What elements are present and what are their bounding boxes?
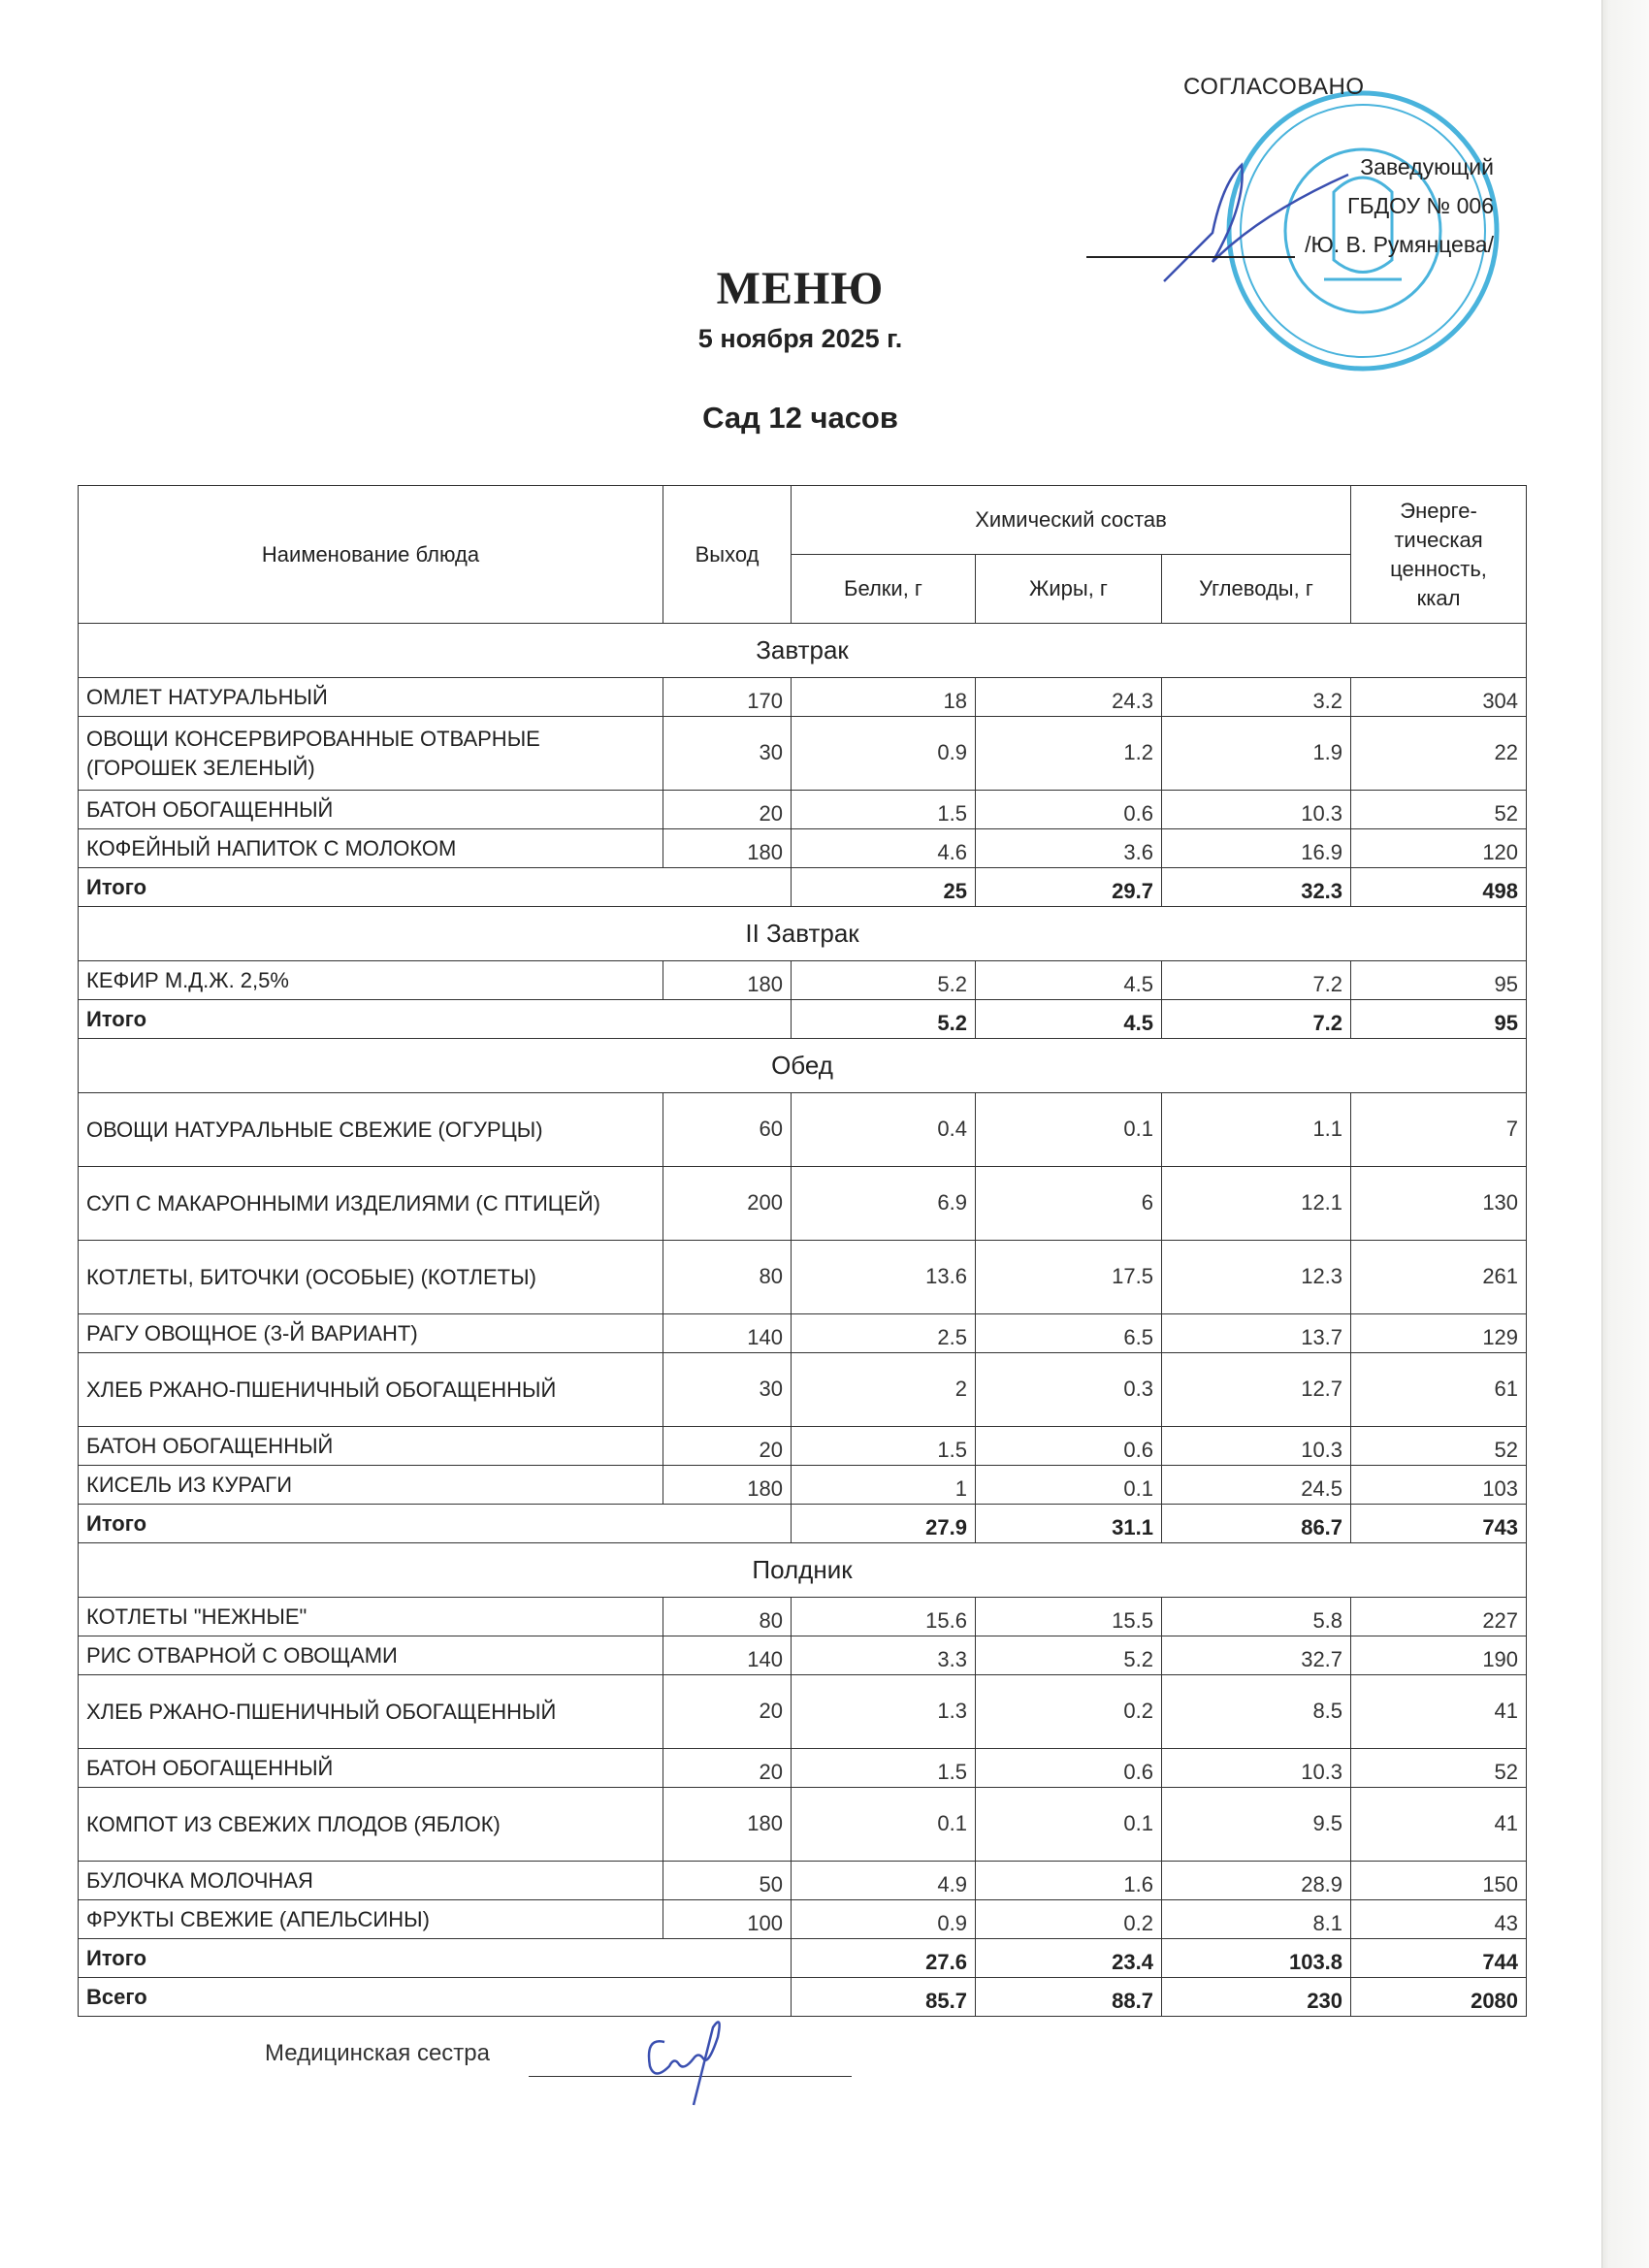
nurse-label: Медицинская сестра xyxy=(265,2040,490,2066)
dish-carbs: 12.7 xyxy=(1162,1353,1351,1427)
col-header-proteins: Белки, г xyxy=(792,555,976,624)
dish-fats: 5.2 xyxy=(976,1636,1162,1675)
menu-date: 5 ноября 2025 г. xyxy=(697,324,903,353)
dish-carbs: 8.1 xyxy=(1162,1900,1351,1939)
dish-energy: 129 xyxy=(1351,1314,1527,1353)
table-row xyxy=(79,1093,1527,1167)
dish-fats: 24.3 xyxy=(976,678,1162,717)
section-total-row-carbs: 7.2 xyxy=(1162,1000,1351,1039)
section-total-row xyxy=(79,1000,1527,1039)
approval-block xyxy=(1145,70,1513,293)
dish-name: БУЛОЧКА МОЛОЧНАЯ xyxy=(79,1862,663,1900)
section-total-row-carbs: 103.8 xyxy=(1162,1939,1351,1978)
dish-carbs: 5.8 xyxy=(1162,1598,1351,1636)
table-row xyxy=(79,1314,1527,1353)
col-header-output: Выход xyxy=(663,486,792,624)
dish-carbs: 10.3 xyxy=(1162,791,1351,829)
page-title: МЕНЮ xyxy=(716,263,885,314)
dish-fats: 17.5 xyxy=(976,1241,1162,1314)
dish-output: 140 xyxy=(663,1636,792,1675)
dish-name: КОТЛЕТЫ, БИТОЧКИ (ОСОБЫЕ) (КОТЛЕТЫ) xyxy=(79,1241,663,1314)
nurse-signature-line xyxy=(529,2076,852,2077)
section-total-row-energy: 498 xyxy=(1351,868,1527,907)
energy-header-part: ценность, xyxy=(1390,556,1487,581)
dish-name: СУП С МАКАРОННЫМИ ИЗДЕЛИЯМИ (С ПТИЦЕЙ) xyxy=(79,1167,663,1241)
dish-fats: 4.5 xyxy=(976,961,1162,1000)
dish-fats: 0.1 xyxy=(976,1788,1162,1862)
dish-energy: 52 xyxy=(1351,791,1527,829)
section-total-row xyxy=(79,1505,1527,1543)
dish-output: 30 xyxy=(663,717,792,791)
section-total-row-carbs: 32.3 xyxy=(1162,868,1351,907)
director-signature-line xyxy=(1086,256,1295,258)
dish-carbs: 10.3 xyxy=(1162,1427,1351,1466)
section-total-row-proteins: 27.6 xyxy=(792,1939,976,1978)
section-total-row xyxy=(79,868,1527,907)
dish-carbs: 9.5 xyxy=(1162,1788,1351,1862)
dish-proteins: 4.6 xyxy=(792,829,976,868)
dish-name: РАГУ ОВОЩНОЕ (3-Й ВАРИАНТ) xyxy=(79,1314,663,1353)
dish-carbs: 24.5 xyxy=(1162,1466,1351,1505)
dish-energy: 41 xyxy=(1351,1788,1527,1862)
dish-name: КОТЛЕТЫ "НЕЖНЫЕ" xyxy=(79,1598,663,1636)
section-title: II Завтрак xyxy=(79,907,1527,961)
section-total-row-label: Итого xyxy=(79,1939,792,1978)
approval-position: Заведующий xyxy=(1360,154,1494,179)
dish-energy: 120 xyxy=(1351,829,1527,868)
approval-institution: ГБДОУ № 006 xyxy=(1347,193,1494,218)
table-row xyxy=(79,1675,1527,1749)
dish-fats: 0.2 xyxy=(976,1675,1162,1749)
approval-agreed: СОГЛАСОВАНО xyxy=(1183,74,1365,100)
dish-name: ОМЛЕТ НАТУРАЛЬНЫЙ xyxy=(79,678,663,717)
dish-output: 20 xyxy=(663,791,792,829)
dish-output: 60 xyxy=(663,1093,792,1167)
section-total-row-fats: 29.7 xyxy=(976,868,1162,907)
table-row xyxy=(79,717,1527,791)
section-row xyxy=(79,907,1527,961)
dish-fats: 1.2 xyxy=(976,717,1162,791)
dish-energy: 190 xyxy=(1351,1636,1527,1675)
section-total-row-label: Итого xyxy=(79,868,792,907)
dish-proteins: 0.9 xyxy=(792,1900,976,1939)
col-header-name: Наименование блюда xyxy=(79,486,663,624)
dish-proteins: 1.5 xyxy=(792,1749,976,1788)
dish-carbs: 1.9 xyxy=(1162,717,1351,791)
table-row xyxy=(79,1427,1527,1466)
dish-output: 20 xyxy=(663,1427,792,1466)
section-total-row-carbs: 86.7 xyxy=(1162,1505,1351,1543)
dish-output: 20 xyxy=(663,1749,792,1788)
dish-output: 180 xyxy=(663,1466,792,1505)
dish-carbs: 7.2 xyxy=(1162,961,1351,1000)
dish-energy: 130 xyxy=(1351,1167,1527,1241)
table-row xyxy=(79,791,1527,829)
dish-energy: 95 xyxy=(1351,961,1527,1000)
dish-carbs: 13.7 xyxy=(1162,1314,1351,1353)
dish-carbs: 12.1 xyxy=(1162,1167,1351,1241)
dish-name: ХЛЕБ РЖАНО-ПШЕНИЧНЫЙ ОБОГАЩЕННЫЙ xyxy=(79,1675,663,1749)
dish-proteins: 0.4 xyxy=(792,1093,976,1167)
dish-proteins: 0.1 xyxy=(792,1788,976,1862)
table-row xyxy=(79,678,1527,717)
dish-output: 50 xyxy=(663,1862,792,1900)
grand-total-row-label: Всего xyxy=(79,1978,792,2017)
energy-header-part: Энерге- xyxy=(1400,498,1477,523)
dish-output: 180 xyxy=(663,1788,792,1862)
dish-carbs: 32.7 xyxy=(1162,1636,1351,1675)
dish-energy: 7 xyxy=(1351,1093,1527,1167)
dish-carbs: 3.2 xyxy=(1162,678,1351,717)
section-total-row-proteins: 5.2 xyxy=(792,1000,976,1039)
section-row xyxy=(79,1543,1527,1598)
menu-table xyxy=(78,485,1527,2017)
dish-carbs: 8.5 xyxy=(1162,1675,1351,1749)
dish-proteins: 2 xyxy=(792,1353,976,1427)
scan-edge xyxy=(1601,0,1649,2268)
dish-name: БАТОН ОБОГАЩЕННЫЙ xyxy=(79,1749,663,1788)
table-row xyxy=(79,1466,1527,1505)
section-total-row-fats: 23.4 xyxy=(976,1939,1162,1978)
dish-name: ОВОЩИ НАТУРАЛЬНЫЕ СВЕЖИЕ (ОГУРЦЫ) xyxy=(79,1093,663,1167)
table-row xyxy=(79,1900,1527,1939)
table-row xyxy=(79,1353,1527,1427)
approval-name: /Ю. В. Румянцева/ xyxy=(1305,232,1494,257)
dish-fats: 1.6 xyxy=(976,1862,1162,1900)
dish-energy: 304 xyxy=(1351,678,1527,717)
dish-output: 80 xyxy=(663,1241,792,1314)
table-row xyxy=(79,1167,1527,1241)
dish-proteins: 13.6 xyxy=(792,1241,976,1314)
dish-proteins: 1.5 xyxy=(792,1427,976,1466)
dish-proteins: 1.3 xyxy=(792,1675,976,1749)
dish-proteins: 2.5 xyxy=(792,1314,976,1353)
dish-fats: 15.5 xyxy=(976,1598,1162,1636)
dish-carbs: 28.9 xyxy=(1162,1862,1351,1900)
dish-carbs: 16.9 xyxy=(1162,829,1351,868)
dish-output: 20 xyxy=(663,1675,792,1749)
dish-energy: 52 xyxy=(1351,1749,1527,1788)
col-header-carbs: Углеводы, г xyxy=(1162,555,1351,624)
dish-proteins: 5.2 xyxy=(792,961,976,1000)
section-title: Завтрак xyxy=(79,624,1527,678)
dish-fats: 0.1 xyxy=(976,1093,1162,1167)
section-total-row xyxy=(79,1939,1527,1978)
grand-total-row-energy: 2080 xyxy=(1351,1978,1527,2017)
col-header-energy-label xyxy=(1390,499,1487,610)
dish-fats: 6.5 xyxy=(976,1314,1162,1353)
dish-proteins: 6.9 xyxy=(792,1167,976,1241)
grand-total-row-fats: 88.7 xyxy=(976,1978,1162,2017)
dish-fats: 0.6 xyxy=(976,1427,1162,1466)
section-title: Обед xyxy=(79,1039,1527,1093)
dish-name: КОМПОТ ИЗ СВЕЖИХ ПЛОДОВ (ЯБЛОК) xyxy=(79,1788,663,1862)
section-total-row-energy: 744 xyxy=(1351,1939,1527,1978)
dish-proteins: 4.9 xyxy=(792,1862,976,1900)
dish-fats: 6 xyxy=(976,1167,1162,1241)
dish-energy: 22 xyxy=(1351,717,1527,791)
table-row xyxy=(79,829,1527,868)
grand-total-row-carbs: 230 xyxy=(1162,1978,1351,2017)
dish-output: 80 xyxy=(663,1598,792,1636)
dish-energy: 61 xyxy=(1351,1353,1527,1427)
dish-carbs: 12.3 xyxy=(1162,1241,1351,1314)
dish-name: РИС ОТВАРНОЙ С ОВОЩАМИ xyxy=(79,1636,663,1675)
menu-body xyxy=(79,624,1527,2017)
dish-energy: 261 xyxy=(1351,1241,1527,1314)
dish-fats: 0.1 xyxy=(976,1466,1162,1505)
section-total-row-label: Итого xyxy=(79,1505,792,1543)
dish-output: 170 xyxy=(663,678,792,717)
section-total-row-proteins: 25 xyxy=(792,868,976,907)
dish-energy: 52 xyxy=(1351,1427,1527,1466)
dish-energy: 227 xyxy=(1351,1598,1527,1636)
col-header-fats: Жиры, г xyxy=(976,555,1162,624)
section-title: Полдник xyxy=(79,1543,1527,1598)
table-row xyxy=(79,1862,1527,1900)
menu-subtitle: Сад 12 часов xyxy=(702,401,898,435)
col-header-energy xyxy=(1351,486,1527,624)
dish-name: ОВОЩИ КОНСЕРВИРОВАННЫЕ ОТВАРНЫЕ (ГОРОШЕК ЗЕЛЕНЫЙ) xyxy=(79,717,663,791)
dish-output: 180 xyxy=(663,829,792,868)
dish-name: КОФЕЙНЫЙ НАПИТОК С МОЛОКОМ xyxy=(79,829,663,868)
dish-output: 30 xyxy=(663,1353,792,1427)
dish-name: КИСЕЛЬ ИЗ КУРАГИ xyxy=(79,1466,663,1505)
dish-energy: 43 xyxy=(1351,1900,1527,1939)
dish-fats: 0.2 xyxy=(976,1900,1162,1939)
dish-name: ФРУКТЫ СВЕЖИЕ (АПЕЛЬСИНЫ) xyxy=(79,1900,663,1939)
dish-proteins: 1.5 xyxy=(792,791,976,829)
table-row xyxy=(79,1241,1527,1314)
dish-name: КЕФИР М.Д.Ж. 2,5% xyxy=(79,961,663,1000)
table-row xyxy=(79,1636,1527,1675)
section-row xyxy=(79,624,1527,678)
dish-name: БАТОН ОБОГАЩЕННЫЙ xyxy=(79,791,663,829)
dish-energy: 41 xyxy=(1351,1675,1527,1749)
grand-total-row-proteins: 85.7 xyxy=(792,1978,976,2017)
dish-fats: 3.6 xyxy=(976,829,1162,868)
dish-fats: 0.6 xyxy=(976,791,1162,829)
dish-output: 100 xyxy=(663,1900,792,1939)
dish-proteins: 15.6 xyxy=(792,1598,976,1636)
dish-proteins: 1 xyxy=(792,1466,976,1505)
dish-fats: 0.3 xyxy=(976,1353,1162,1427)
section-total-row-proteins: 27.9 xyxy=(792,1505,976,1543)
section-total-row-energy: 743 xyxy=(1351,1505,1527,1543)
section-total-row-label: Итого xyxy=(79,1000,792,1039)
table-row xyxy=(79,1598,1527,1636)
table-row xyxy=(79,1788,1527,1862)
table-row xyxy=(79,961,1527,1000)
section-total-row-fats: 4.5 xyxy=(976,1000,1162,1039)
table-row xyxy=(79,1749,1527,1788)
dish-name: ХЛЕБ РЖАНО-ПШЕНИЧНЫЙ ОБОГАЩЕННЫЙ xyxy=(79,1353,663,1427)
dish-fats: 0.6 xyxy=(976,1749,1162,1788)
dish-carbs: 1.1 xyxy=(1162,1093,1351,1167)
dish-output: 200 xyxy=(663,1167,792,1241)
section-total-row-fats: 31.1 xyxy=(976,1505,1162,1543)
energy-header-part: ккал xyxy=(1416,585,1461,610)
dish-output: 180 xyxy=(663,961,792,1000)
dish-output: 140 xyxy=(663,1314,792,1353)
dish-name: БАТОН ОБОГАЩЕННЫЙ xyxy=(79,1427,663,1466)
dish-carbs: 10.3 xyxy=(1162,1749,1351,1788)
dish-energy: 103 xyxy=(1351,1466,1527,1505)
col-header-chem: Химический состав xyxy=(792,486,1351,555)
energy-header-part: тическая xyxy=(1394,527,1483,552)
section-row xyxy=(79,1039,1527,1093)
section-total-row-energy: 95 xyxy=(1351,1000,1527,1039)
dish-energy: 150 xyxy=(1351,1862,1527,1900)
dish-proteins: 18 xyxy=(792,678,976,717)
dish-proteins: 0.9 xyxy=(792,717,976,791)
dish-proteins: 3.3 xyxy=(792,1636,976,1675)
grand-total-row xyxy=(79,1978,1527,2017)
